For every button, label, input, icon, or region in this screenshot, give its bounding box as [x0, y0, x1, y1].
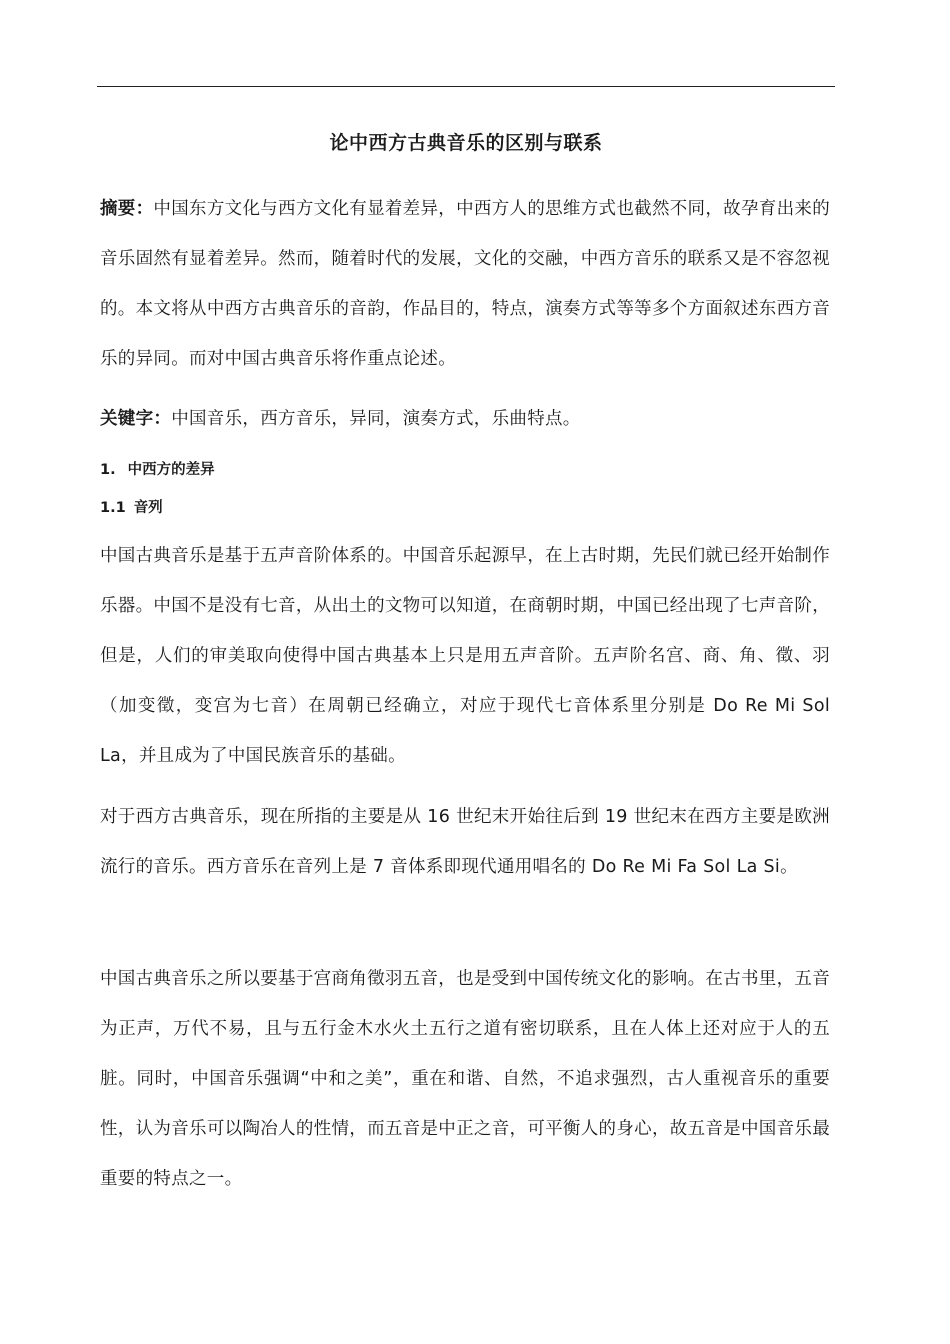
body-paragraph-3: 中国古典音乐之所以要基于宫商角徵羽五音，也是受到中国传统文化的影响。在古书里，五音为正声，万代不易，且与五行金木水火土五行之道有密切联系，且在人体上还对应于人的五脏。同时，中国音乐强调“中和之美”，重在和谐、自然，不追求强烈，古人重视音乐的重要性，认为音乐可以陶冶人的性情，而五音是中正之音，可平衡人的身心，故五音是中国音乐最重要的特点之一。 [100, 969, 830, 1189]
subsection-heading-1-1 [100, 496, 163, 517]
section-number: 1. [100, 462, 116, 478]
abstract-label: 摘要： [100, 199, 154, 219]
abstract-paragraph [100, 184, 830, 384]
abstract-text: 中国东方文化与西方文化有显着差异，中西方人的思维方式也截然不同，故孕育出来的音乐固然有显着差异。然而，随着时代的发展，文化的交融，中西方音乐的联系又是不容忽视的。本文将从中西方古典音乐的音韵，作品目的，特点，演奏方式等等多个方面叙述东西方音乐的异同。而对中国古典音乐将作重点论述。 [100, 199, 830, 369]
section-heading-1 [100, 458, 215, 479]
keywords-text: 中国音乐，西方音乐，异同，演奏方式，乐曲特点。 [171, 409, 581, 429]
subsection-number: 1.1 [100, 500, 126, 516]
header-rule [97, 86, 835, 87]
section-title: 中西方的差异 [127, 462, 215, 478]
subsection-title: 音列 [133, 500, 163, 516]
keywords-label: 关键字： [100, 409, 172, 429]
body-paragraph-2: 对于西方古典音乐，现在所指的主要是从 16 世纪末开始往后到 19 世纪末在西方主要是欧洲流行的音乐。西方音乐在音列上是 7 音体系即现代通用唱名的 Do Re Mi Fa Sol La Si。 [100, 807, 830, 877]
body-paragraph-1: 中国古典音乐是基于五声音阶体系的。中国音乐起源早，在上古时期，先民们就已经开始制作乐器。中国不是没有七音，从出土的文物可以知道，在商朝时期，中国已经出现了七声音阶，但是，人们的审美取向使得中国古典基本上只是用五声音阶。五声阶名宫、商、角、徵、羽（加变徵，变宫为七音）在周朝已经确立，对应于现代七音体系里分别是 Do Re Mi Sol La，并且成为了中国民族音乐的基础。 [100, 546, 830, 766]
document-title: 论中西方古典音乐的区别与联系 [329, 132, 603, 154]
keywords-paragraph [100, 394, 830, 444]
